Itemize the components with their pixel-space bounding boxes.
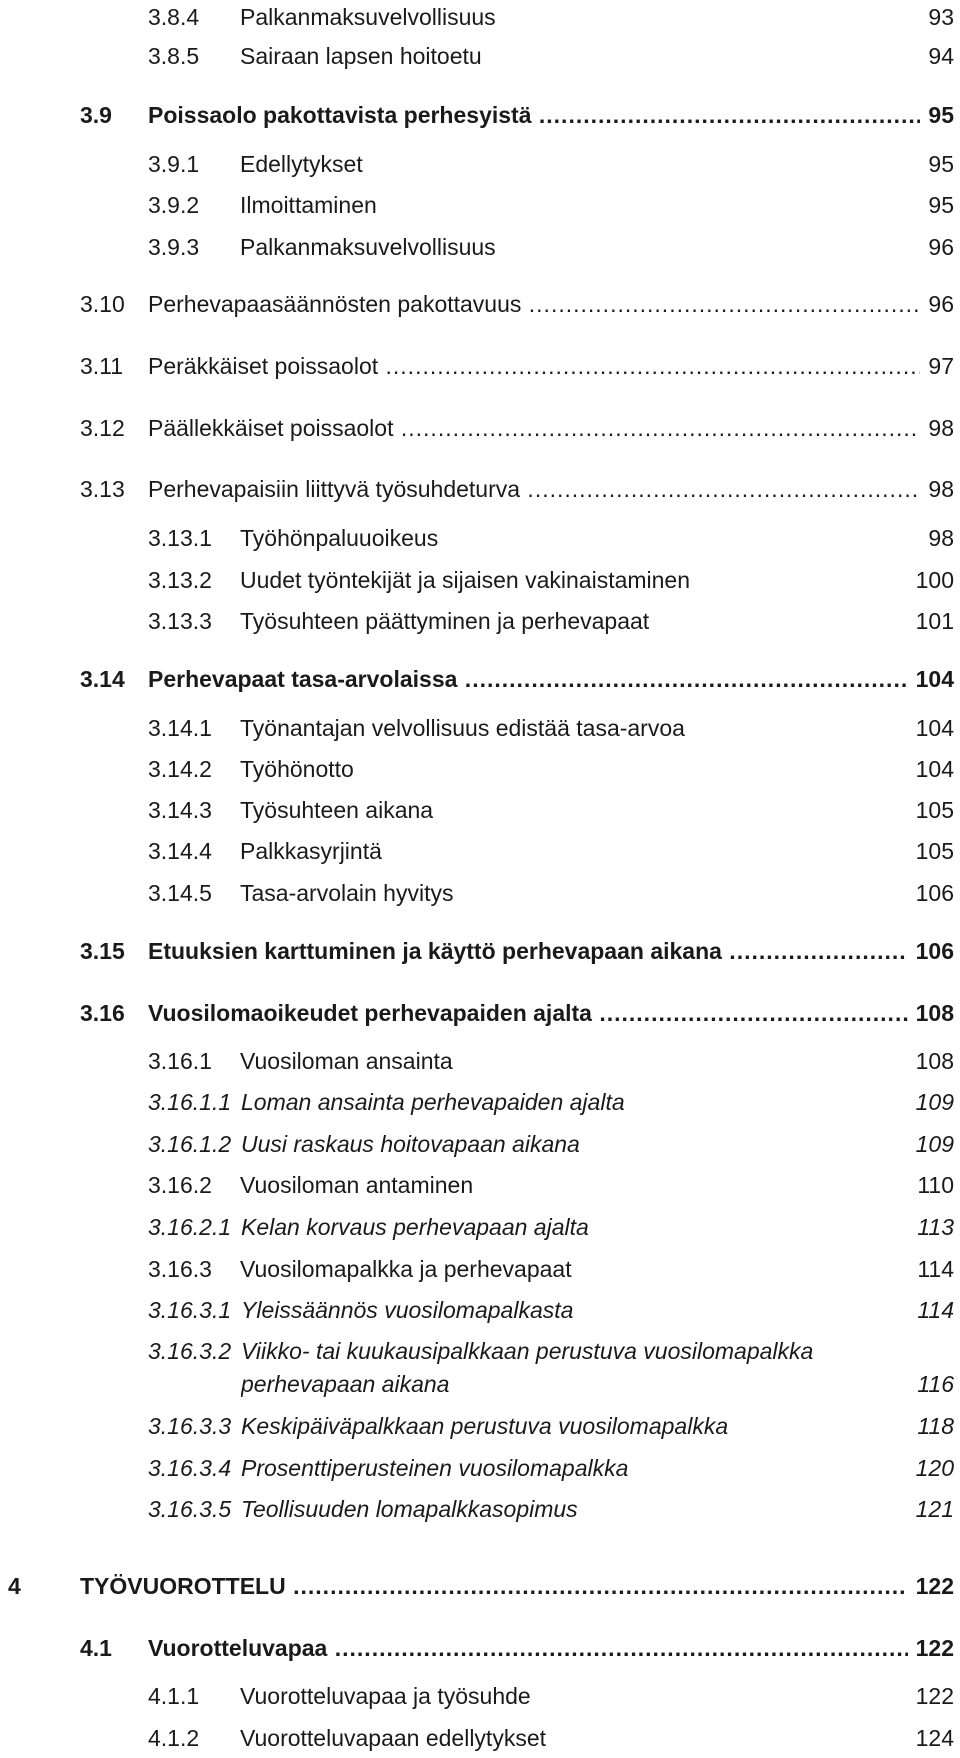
toc-entry-page: 108 <box>915 1048 954 1074</box>
toc-entry[interactable] <box>0 0 960 34</box>
toc-entry-page: 122 <box>915 1573 954 1599</box>
toc-entry-title: Työsuhteen päättyminen ja perhevapaat <box>240 608 650 634</box>
toc-entry[interactable] <box>0 1569 960 1603</box>
toc-entry-title: Uudet työntekijät ja sijaisen vakinaistaminen <box>240 567 691 593</box>
toc-entry-page: 93 <box>928 4 954 30</box>
toc-entry-title: Vuosilomaoikeudet perhevapaiden ajalta ..... <box>148 996 908 1030</box>
toc-entry-title: Teollisuuden lomapalkkasopimus <box>241 1496 578 1522</box>
toc-entry-number: 3.9.2 <box>148 192 200 218</box>
toc-entry-page: 104 <box>915 666 954 692</box>
toc-entry-page: 113 <box>917 1214 954 1240</box>
toc-entry-title: Uusi raskaus hoitovapaan aikana <box>241 1131 580 1157</box>
toc-entry[interactable] <box>0 1168 960 1202</box>
toc-entry-number: 3.9 <box>80 102 112 128</box>
toc-entry-number: 3.15 <box>80 938 125 964</box>
toc-entry-title: Vuosiloman ansainta <box>240 1048 453 1074</box>
toc-entry-title: Perhevapaisiin liittyvä työsuhdeturva ..... <box>148 472 920 506</box>
toc-entry-title: Vuosiloman antaminen <box>240 1172 474 1198</box>
toc-entry[interactable] <box>0 662 960 696</box>
toc-entry-number: 4 <box>8 1573 21 1599</box>
toc-entry-number: 3.10 <box>80 291 125 317</box>
toc-entry-title: Viikko- tai kuukausipalkkaan perustuva vuosilomapalkka perhevapaan aikana <box>241 1338 814 1397</box>
toc-entry-title: Poissaolo pakottavista perhesyistä ..... <box>148 98 920 132</box>
toc-entry-number: 3.13 <box>80 476 125 502</box>
toc-entry-page: 114 <box>917 1297 954 1323</box>
toc-entry-number: 3.11 <box>80 353 124 379</box>
toc-entry-title: Perhevapaasäännösten pakottavuus ..... <box>148 287 920 321</box>
toc-entry-page: 108 <box>915 1000 954 1026</box>
toc-entry-number: 3.16.3 <box>148 1256 212 1282</box>
toc-entry-number: 3.16.1.1 <box>148 1089 232 1115</box>
toc-entry[interactable] <box>0 996 960 1030</box>
toc-entry-title: Etuuksien karttuminen ja käyttö perhevapaan aikana ..... <box>148 934 908 968</box>
toc-entry-page: 98 <box>928 476 954 502</box>
toc-entry-title: Ilmoittaminen <box>240 192 377 218</box>
toc-entry[interactable] <box>0 1492 960 1526</box>
toc-entry[interactable] <box>0 287 960 321</box>
toc-entry-page: 98 <box>928 415 954 441</box>
toc-entry-page: 104 <box>915 756 954 782</box>
toc-entry-number: 3.16.3.2 <box>148 1338 232 1364</box>
toc-entry-page: 101 <box>915 608 954 634</box>
toc-entry-number: 3.16.3.3 <box>148 1413 232 1439</box>
toc-entry-number: 4.1 <box>80 1635 112 1661</box>
toc-entry-title: Työhönpaluuoikeus <box>240 525 439 551</box>
toc-entry-page: 124 <box>915 1725 954 1751</box>
toc-entry-number: 3.14.2 <box>148 756 212 782</box>
toc-entry-title: Perhevapaat tasa-arvolaissa ..... <box>148 662 908 696</box>
toc-entry-title: TYÖVUOROTTELU ..... <box>80 1569 908 1603</box>
toc-entry-page: 96 <box>928 291 954 317</box>
toc-entry-number: 3.13.3 <box>148 608 212 634</box>
toc-entry-title: Tasa-arvolain hyvitys <box>240 880 454 906</box>
toc-entry-title: Sairaan lapsen hoitoetu <box>240 43 482 69</box>
toc-entry-page: 105 <box>915 797 954 823</box>
toc-entry-number: 3.8.4 <box>148 4 200 30</box>
toc-entry[interactable] <box>0 1721 960 1755</box>
toc-entry[interactable] <box>0 188 960 222</box>
toc-entry-page: 104 <box>915 715 954 741</box>
toc-entry[interactable] <box>0 1293 960 1327</box>
toc-entry-page: 109 <box>915 1131 954 1157</box>
toc-entry-number: 3.13.2 <box>148 567 212 593</box>
toc-entry[interactable] <box>0 604 960 638</box>
toc-entry[interactable] <box>0 1335 960 1401</box>
toc-entry-page: 100 <box>915 567 954 593</box>
toc-entry-title: Vuosilomapalkka ja perhevapaat <box>240 1256 572 1282</box>
toc-entry-number: 3.14 <box>80 666 125 692</box>
toc-entry[interactable] <box>0 834 960 868</box>
toc-entry-title: Peräkkäiset poissaolot ..... <box>148 349 920 383</box>
toc-entry[interactable] <box>0 1409 960 1443</box>
toc-entry-page: 95 <box>928 102 954 128</box>
toc-entry-title: Vuorotteluvapaa ja työsuhde <box>240 1683 531 1709</box>
toc-entry-number: 3.14.5 <box>148 880 212 906</box>
toc-entry-number: 4.1.2 <box>148 1725 200 1751</box>
toc-entry-page: 95 <box>928 192 954 218</box>
toc-entry-page: 109 <box>915 1089 954 1115</box>
toc-entry[interactable] <box>0 1679 960 1713</box>
toc-entry-number: 3.14.4 <box>148 838 212 864</box>
toc-entry-page: 121 <box>915 1496 954 1522</box>
toc-entry[interactable] <box>0 1085 960 1119</box>
toc-entry[interactable] <box>0 1252 960 1286</box>
toc-entry-page: 98 <box>928 525 954 551</box>
toc-entry-page: 94 <box>928 43 954 69</box>
toc-entry-number: 3.16.2 <box>148 1172 212 1198</box>
toc-entry-title: Työhönotto <box>240 756 354 782</box>
toc-entry[interactable] <box>0 563 960 597</box>
toc-entry-page: 122 <box>915 1683 954 1709</box>
toc-entry-title: Vuorotteluvapaa ..... <box>148 1631 908 1665</box>
toc-entry-title: Edellytykset <box>240 151 363 177</box>
toc-entry[interactable] <box>0 1451 960 1485</box>
toc-entry[interactable] <box>0 1127 960 1161</box>
toc-entry-title: Keskipäiväpalkkaan perustuva vuosilomapalkka <box>241 1413 729 1439</box>
toc-entry[interactable] <box>0 411 960 445</box>
toc-entry-number: 3.16.3.5 <box>148 1496 232 1522</box>
toc-entry-title: Palkanmaksuvelvollisuus <box>240 4 496 30</box>
toc-entry-page: 118 <box>917 1413 954 1439</box>
toc-entry-title: Päällekkäiset poissaolot ..... <box>148 411 920 445</box>
toc-entry-number: 3.13.1 <box>148 525 212 551</box>
toc-entry-number: 3.16 <box>80 1000 125 1026</box>
toc-entry-number: 3.16.3.1 <box>148 1297 232 1323</box>
toc-entry-page: 96 <box>928 234 954 260</box>
toc-entry[interactable] <box>0 876 960 910</box>
toc-entry[interactable] <box>0 793 960 827</box>
toc-entry[interactable] <box>0 934 960 968</box>
toc-entry[interactable] <box>0 1044 960 1078</box>
toc-entry-page: 106 <box>915 880 954 906</box>
toc-entry-title: Palkanmaksuvelvollisuus <box>240 234 496 260</box>
toc-entry-title: Kelan korvaus perhevapaan ajalta <box>241 1214 589 1240</box>
toc-entry-page: 122 <box>915 1635 954 1661</box>
toc-entry-page: 106 <box>915 938 954 964</box>
toc-entry[interactable] <box>0 752 960 786</box>
toc-entry-page: 120 <box>915 1455 954 1481</box>
toc-entry-title: Prosenttiperusteinen vuosilomapalkka <box>241 1455 629 1481</box>
toc-entry-number: 3.16.2.1 <box>148 1214 232 1240</box>
toc-entry-page: 95 <box>928 151 954 177</box>
toc-entry[interactable] <box>0 230 960 264</box>
toc-entry-title: Palkkasyrjintä <box>240 838 382 864</box>
toc-entry[interactable] <box>0 521 960 555</box>
toc-entry-number: 4.1.1 <box>148 1683 200 1709</box>
toc-entry[interactable] <box>0 147 960 181</box>
toc-entry[interactable] <box>0 1631 960 1665</box>
toc-entry-page: 110 <box>917 1172 954 1198</box>
toc-entry-title: Työsuhteen aikana <box>240 797 434 823</box>
toc-entry[interactable] <box>0 39 960 73</box>
toc-entry-page: 114 <box>917 1256 954 1282</box>
toc-entry-title: Työnantajan velvollisuus edistää tasa-arvoa <box>240 715 685 741</box>
toc-entry-number: 3.8.5 <box>148 43 200 69</box>
toc-entry-title: Vuorotteluvapaan edellytykset <box>240 1725 547 1751</box>
toc-entry-number: 3.16.1.2 <box>148 1131 232 1157</box>
toc-entry[interactable] <box>0 349 960 383</box>
toc-entry-number: 3.12 <box>80 415 125 441</box>
toc-entry-number: 3.14.3 <box>148 797 212 823</box>
toc-entry-number: 3.9.1 <box>148 151 200 177</box>
toc-entry-title: Loman ansainta perhevapaiden ajalta <box>241 1089 625 1115</box>
toc-entry[interactable] <box>0 1210 960 1244</box>
toc-entry-page: 97 <box>928 353 954 379</box>
toc-entry-number: 3.16.3.4 <box>148 1455 232 1481</box>
toc-entry-number: 3.16.1 <box>148 1048 212 1074</box>
toc-entry-number: 3.14.1 <box>148 715 212 741</box>
toc-entry[interactable] <box>0 711 960 745</box>
toc-entry[interactable] <box>0 98 960 132</box>
toc-entry-page: 116 <box>917 1371 954 1397</box>
toc-entry-page: 105 <box>915 838 954 864</box>
toc-entry-number: 3.9.3 <box>148 234 200 260</box>
toc-entry[interactable] <box>0 472 960 506</box>
toc-entry-title: Yleissäännös vuosilomapalkasta <box>241 1297 574 1323</box>
